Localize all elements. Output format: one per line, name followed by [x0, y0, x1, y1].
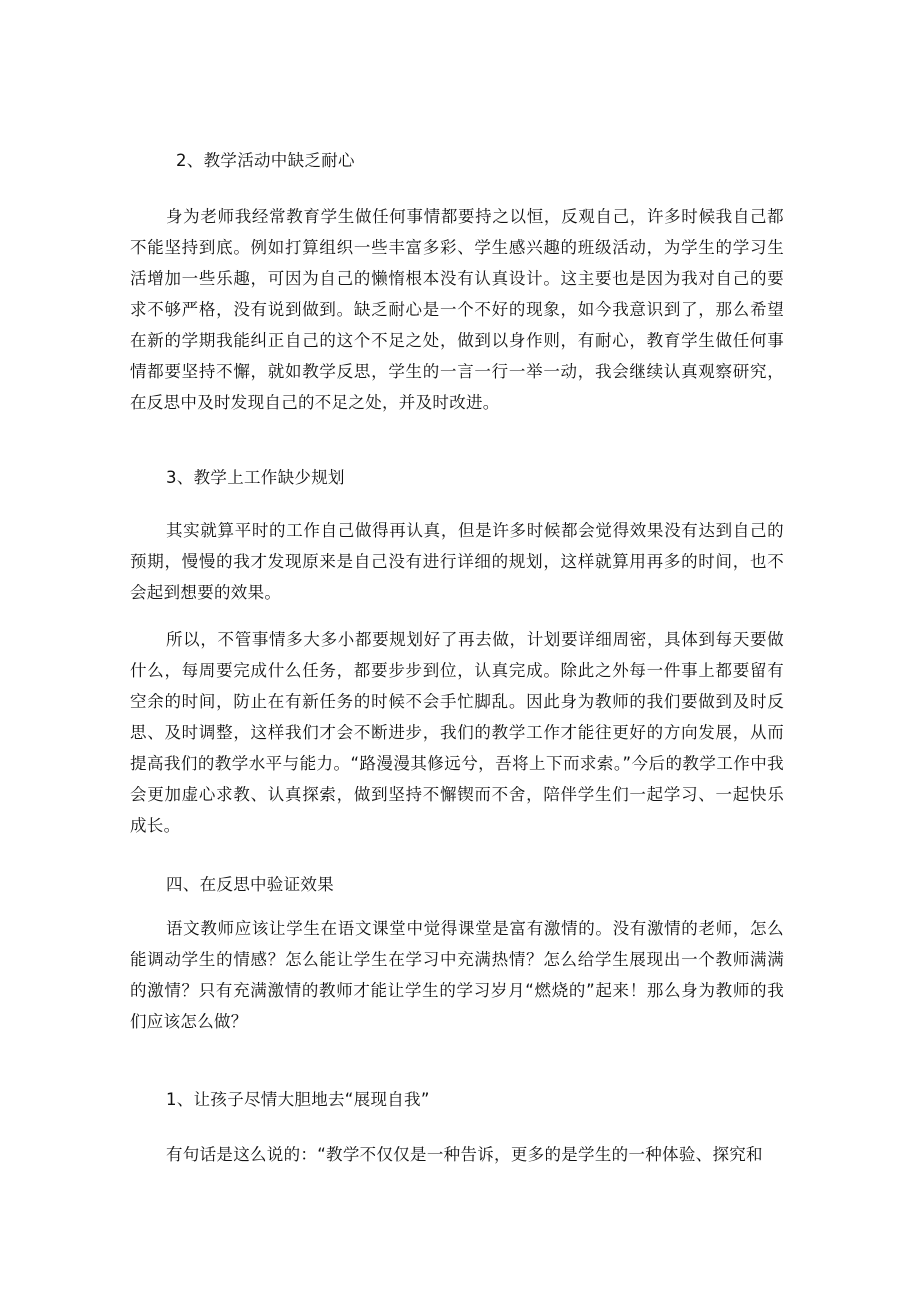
- section-heading-2: 2、教学活动中缺乏耐心: [176, 151, 355, 170]
- paragraph-conclusion: 所以，不管事情多大多小都要规划好了再去做，计划要详细周密，具体到每天要做什么，每周要完成什么任务，都要步步到位，认真完成。除此之外每一件事上都要留有空余的时间，防止在有新任务的时候不会手忙脚乱。因此身为教师的我们要做到及时反思、及时调整，这样我们才会不断进步，我们的教学工作才能往更好的方向发展，从而提高我们的教学水平与能力。“路漫漫其修远兮，吾将上下而求索。”今后的教学工作中我会更加虚心求教、认真探索，做到坚持不懈锲而不舍，陪伴学生们一起学习、一起快乐成长。: [130, 630, 784, 835]
- section-heading-4: 四、在反思中验证效果: [166, 875, 334, 894]
- section-heading-1: 1、让孩子尽情大胆地去“展现自我”: [166, 1090, 430, 1109]
- section-heading-3: 3、教学上工作缺少规划: [166, 468, 345, 487]
- paragraph-quote: 有句话是这么说的：“教学不仅仅是一种告诉，更多的是学生的一种体验、探究和: [166, 1145, 763, 1164]
- paragraph-passion: 语文教师应该让学生在语文课堂中觉得课堂是富有激情的。没有激情的老师，怎么能调动学生的情感？怎么能让学生在学习中充满热情？怎么给学生展现出一个教师满满的激情？只有充满激情的教师才能让学生的学习岁月“燃烧的”起来！那么身为教师的我们应该怎么做？: [130, 919, 784, 1031]
- paragraph-patience: 身为老师我经常教育学生做任何事情都要持之以恒，反观自己，许多时候我自己都不能坚持到底。例如打算组织一些丰富多彩、学生感兴趣的班级活动，为学生的学习生活增加一些乐趣，可因为自己的懒惰根本没有认真设计。这主要也是因为我对自己的要求不够严格，没有说到做到。缺乏耐心是一个不好的现象，如今我意识到了，那么希望在新的学期我能纠正自己的这个不足之处，做到以身作则，有耐心，教育学生做任何事情都要坚持不懈，就如教学反思，学生的一言一行一举一动，我会继续认真观察研究，在反思中及时发现自己的不足之处，并及时改进。: [130, 207, 784, 412]
- paragraph-planning: 其实就算平时的工作自己做得再认真，但是许多时候都会觉得效果没有达到自己的预期，慢慢的我才发现原来是自己没有进行详细的规划，这样就算用再多的时间，也不会起到想要的效果。: [130, 521, 784, 602]
